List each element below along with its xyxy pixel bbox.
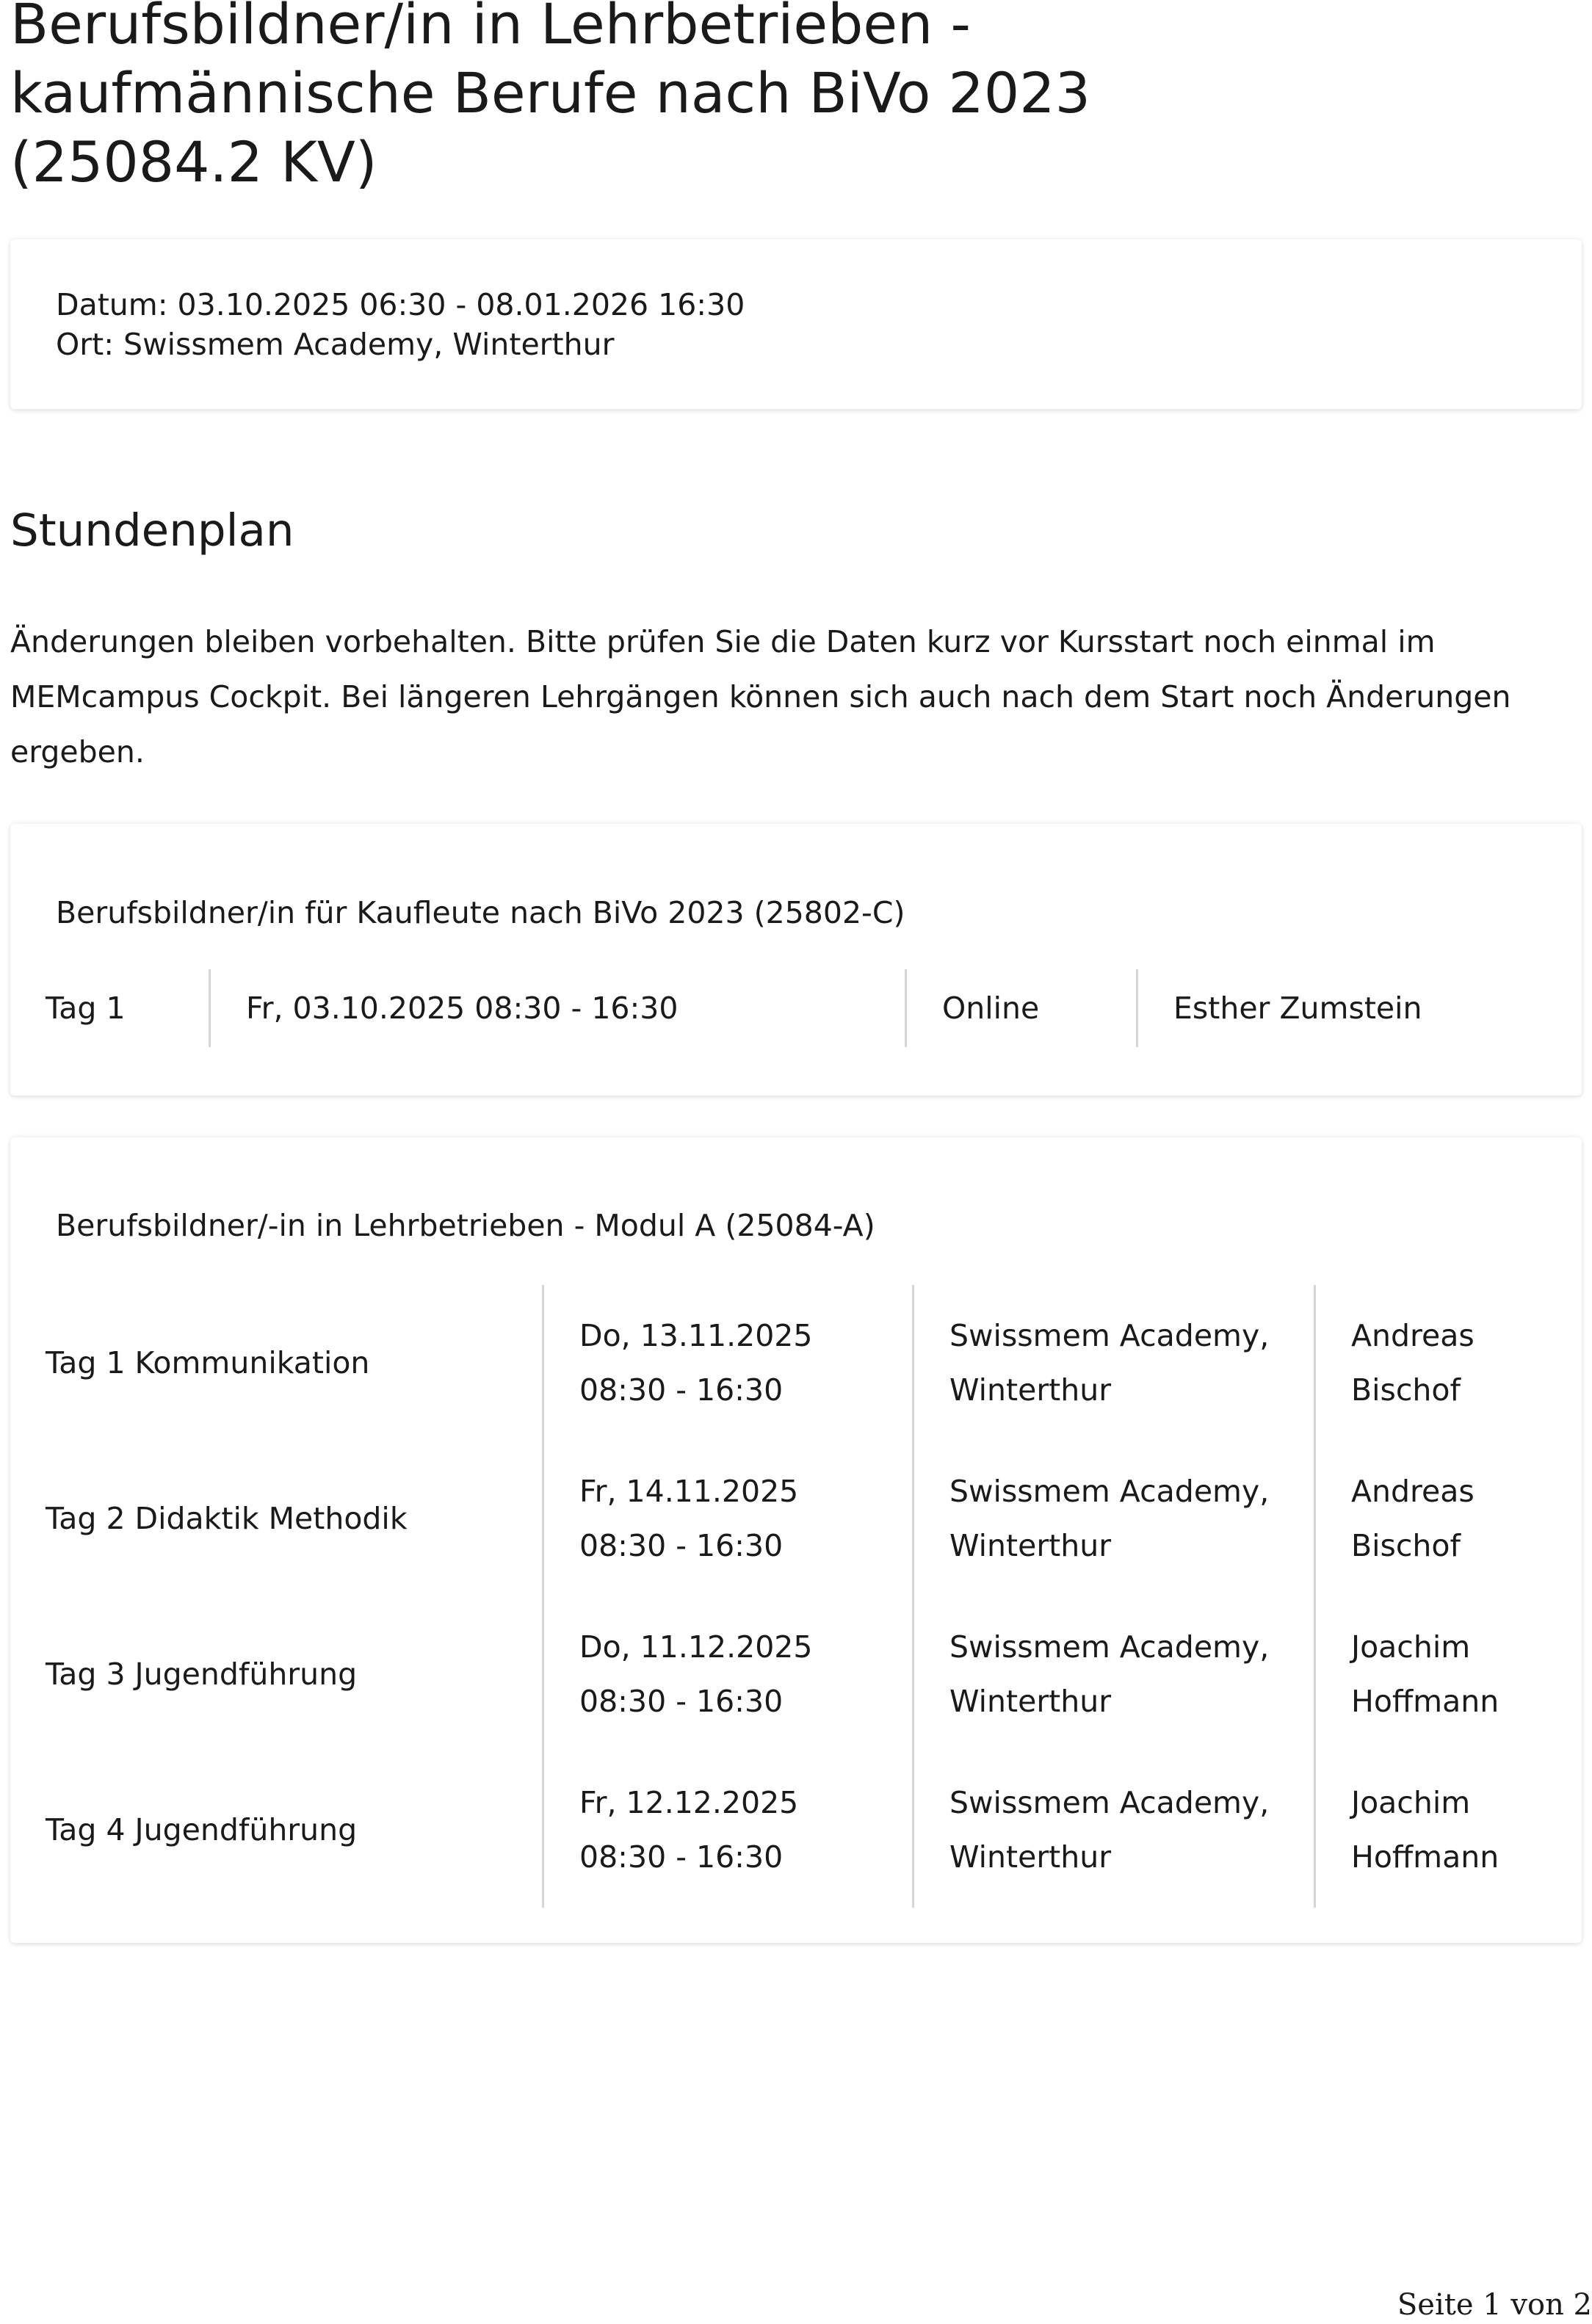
session-trainer-line: Andreas (1351, 1318, 1475, 1353)
session-trainer-line: Hoffmann (1351, 1684, 1499, 1719)
session-time: 08:30 - 16:30 (579, 1684, 784, 1719)
course-card-25802-c (10, 824, 1582, 1096)
session-day: Tag 4 Jugendführung (46, 1812, 358, 1847)
session-location-line: Winterthur (949, 1684, 1112, 1719)
session-location-line: Winterthur (949, 1528, 1112, 1563)
table-row (46, 1285, 1527, 1441)
session-datetime (543, 1596, 913, 1752)
session-location-line: Swissmem Academy, (949, 1474, 1270, 1509)
session-trainer-line: Joachim (1351, 1785, 1471, 1820)
course-title: Berufsbildner/in für Kaufleute nach BiVo 2023 (25802-C) (56, 895, 905, 930)
session-trainer (1315, 1441, 1528, 1596)
session-trainer-line: Joachim (1351, 1629, 1471, 1665)
session-datetime (543, 1752, 913, 1908)
schedule-table-25084-a (46, 1285, 1527, 1908)
schedule-notice: Änderungen bleiben vorbehalten. Bitte prüfen Sie die Daten kurz vor Kursstart noch einmal im MEMcampus Cockpit. Bei längeren Lehrgängen können sich auch nach dem Start noch Änderungen ergeben. (10, 624, 1511, 770)
session-time: 08:30 - 16:30 (579, 1372, 784, 1408)
session-location: Online (906, 969, 1137, 1047)
session-day: Tag 3 Jugendführung (46, 1657, 358, 1692)
session-trainer-line: Bischof (1351, 1372, 1461, 1408)
session-location (913, 1752, 1315, 1908)
session-trainer-line: Bischof (1351, 1528, 1461, 1563)
session-location (913, 1285, 1315, 1441)
table-row (46, 1596, 1527, 1752)
page-number: Seite 1 von 2 (1397, 2288, 1592, 2322)
session-date: Do, 13.11.2025 (579, 1318, 813, 1353)
course-info-card (10, 239, 1582, 409)
session-trainer: Esther Zumstein (1137, 969, 1541, 1047)
session-trainer (1315, 1285, 1528, 1441)
session-datetime (543, 1285, 913, 1441)
session-location-line: Winterthur (949, 1839, 1112, 1875)
schedule-table-25802-c (46, 969, 1541, 1047)
session-time: 08:30 - 16:30 (579, 1839, 784, 1875)
session-location (913, 1596, 1315, 1752)
session-day: Tag 2 Didaktik Methodik (46, 1501, 408, 1536)
course-date: Datum: 03.10.2025 06:30 - 08.01.2026 16:30 (56, 287, 745, 322)
course-title: Berufsbildner/-in in Lehrbetrieben - Modul A (25084-A) (56, 1208, 875, 1243)
session-trainer (1315, 1596, 1528, 1752)
session-datetime: Fr, 03.10.2025 08:30 - 16:30 (210, 969, 906, 1047)
session-location-line: Winterthur (949, 1372, 1112, 1408)
session-location (913, 1441, 1315, 1596)
session-date: Fr, 14.11.2025 (579, 1474, 799, 1509)
schedule-heading: Stundenplan (10, 504, 294, 557)
session-trainer-line: Andreas (1351, 1474, 1475, 1509)
table-row (46, 1441, 1527, 1596)
table-row (46, 1752, 1527, 1908)
session-location-line: Swissmem Academy, (949, 1785, 1270, 1820)
session-datetime (543, 1441, 913, 1596)
session-location-line: Swissmem Academy, (949, 1629, 1270, 1665)
session-trainer-line: Hoffmann (1351, 1839, 1499, 1875)
course-location: Ort: Swissmem Academy, Winterthur (56, 327, 615, 362)
session-date: Fr, 12.12.2025 (579, 1785, 799, 1820)
session-date: Do, 11.12.2025 (579, 1629, 813, 1665)
session-time: 08:30 - 16:30 (579, 1528, 784, 1563)
session-day: Tag 1 Kommunikation (46, 1345, 370, 1380)
table-row (46, 969, 1541, 1047)
session-trainer (1315, 1752, 1528, 1908)
page-title: Berufsbildner/in in Lehrbetrieben - kaufmännische Berufe nach BiVo 2023 (25084.2 KV) (10, 0, 1090, 195)
session-day: Tag 1 (46, 991, 126, 1026)
session-location-line: Swissmem Academy, (949, 1318, 1270, 1353)
